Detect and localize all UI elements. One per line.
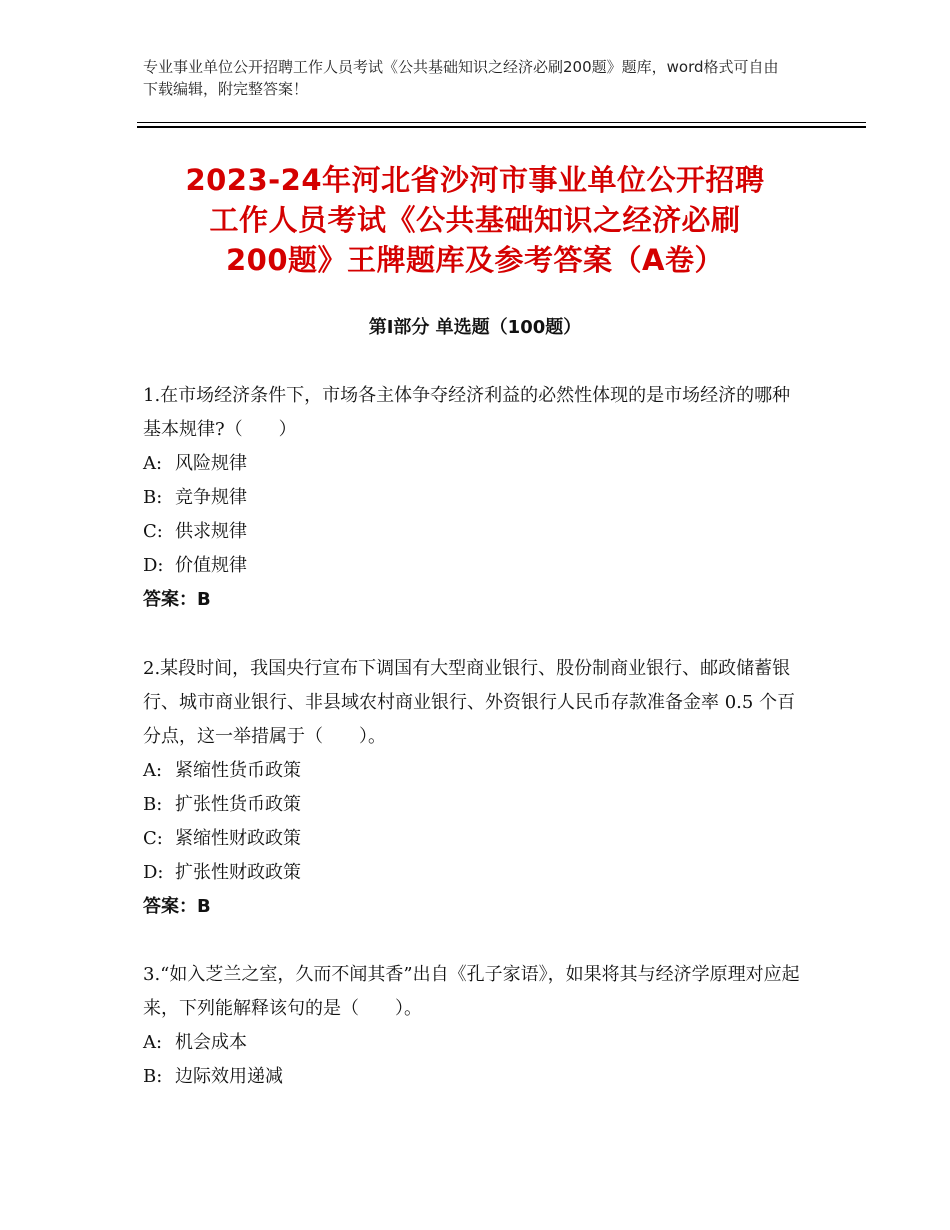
question-3 xyxy=(143,958,803,1094)
option-letter: B: xyxy=(143,794,163,815)
option-letter: A: xyxy=(143,760,163,781)
answer: 答案：B xyxy=(143,896,211,917)
option-letter: C: xyxy=(143,828,163,849)
option-c xyxy=(143,822,803,856)
option-text: 扩张性财政政策 xyxy=(175,862,301,883)
question-stem: 3.“如入芝兰之室，久而不闻其香”出自《孔子家语》，如果将其与经济学原理对应起来，下列能解释该句的是（ ）。 xyxy=(143,964,800,1019)
option-b xyxy=(143,481,803,515)
document-title-line-3: 200题》王牌题库及参考答案（A卷） xyxy=(226,243,724,277)
option-letter: C: xyxy=(143,521,163,542)
option-text: 竞争规律 xyxy=(175,487,247,508)
option-letter: D: xyxy=(143,555,164,576)
question-2 xyxy=(143,652,803,924)
answer: 答案：B xyxy=(143,589,211,610)
header-rule-thin xyxy=(137,122,866,123)
header-rule-thick xyxy=(137,126,866,128)
option-text: 机会成本 xyxy=(175,1032,247,1053)
option-text: 风险规律 xyxy=(175,453,247,474)
section-title: 第Ⅰ部分 单选题（100题） xyxy=(368,317,582,338)
document-title xyxy=(120,160,830,280)
option-letter: B: xyxy=(143,487,163,508)
option-b xyxy=(143,788,803,822)
option-a xyxy=(143,1026,803,1060)
question-1 xyxy=(143,379,803,617)
question-stem: 2.某段时间，我国央行宣布下调国有大型商业银行、股份制商业银行、邮政储蓄银行、城市商业银行、非县域农村商业银行、外资银行人民币存款准备金率 0.5 个百分点，这一举措属于（ ）。 xyxy=(143,658,796,747)
option-a xyxy=(143,447,803,481)
option-a xyxy=(143,754,803,788)
option-b xyxy=(143,1060,803,1094)
option-d xyxy=(143,549,803,583)
option-text: 紧缩性财政政策 xyxy=(175,828,301,849)
option-text: 价值规律 xyxy=(175,555,247,576)
option-letter: B: xyxy=(143,1066,163,1087)
question-stem: 1.在市场经济条件下，市场各主体争夺经济利益的必然性体现的是市场经济的哪种基本规律?（ ） xyxy=(143,385,791,440)
option-letter: A: xyxy=(143,1032,163,1053)
header-note: 专业事业单位公开招聘工作人员考试《公共基础知识之经济必刷200题》题库，word格式可自由下载编辑，附完整答案！ xyxy=(143,58,779,98)
option-d xyxy=(143,856,803,890)
option-text: 供求规律 xyxy=(175,521,247,542)
option-c xyxy=(143,515,803,549)
option-letter: D: xyxy=(143,862,164,883)
option-text: 紧缩性货币政策 xyxy=(175,760,301,781)
document-title-line-2: 工作人员考试《公共基础知识之经济必刷 xyxy=(209,203,741,237)
document-title-line-1: 2023-24年河北省沙河市事业单位公开招聘 xyxy=(185,163,765,197)
option-text: 边际效用递减 xyxy=(175,1066,283,1087)
option-letter: A: xyxy=(143,453,163,474)
option-text: 扩张性货币政策 xyxy=(175,794,301,815)
